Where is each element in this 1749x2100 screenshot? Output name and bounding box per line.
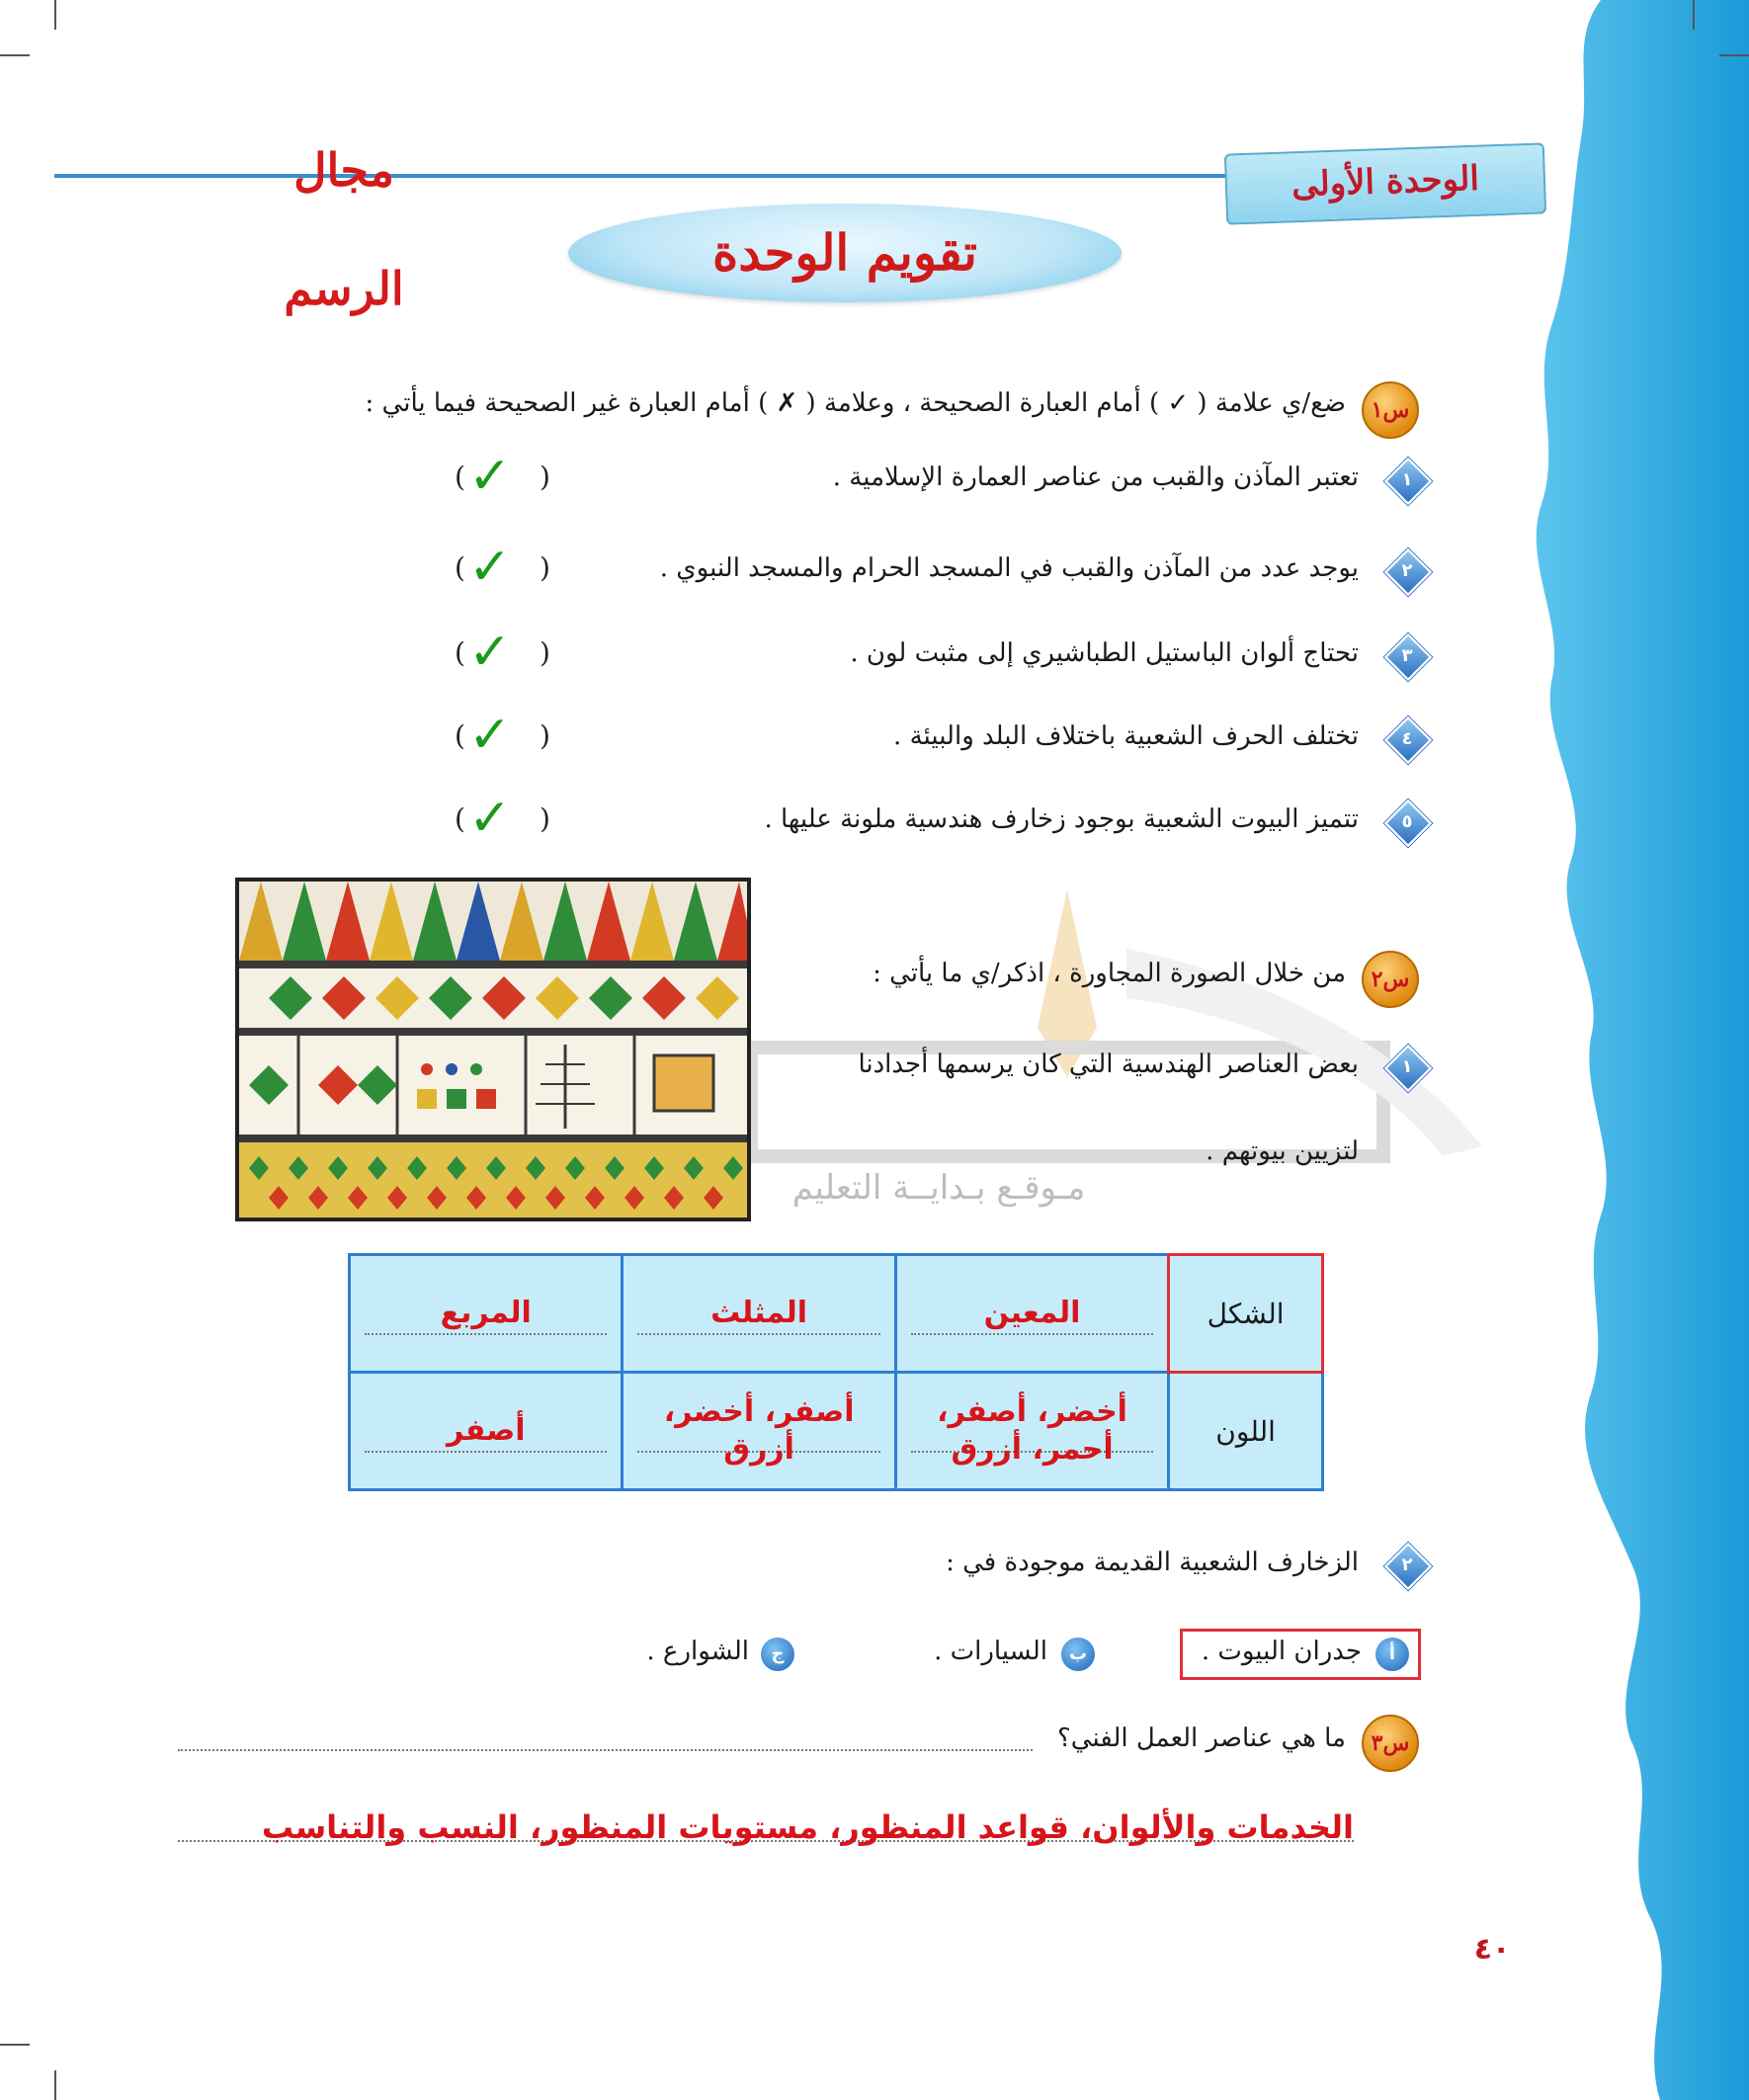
row-head-shape: الشكل — [1169, 1255, 1323, 1373]
option-c-badge[interactable]: ج — [761, 1638, 794, 1671]
answer-text: أصفر، أخضر، — [663, 1394, 855, 1429]
answer-text: أصفر — [446, 1413, 526, 1448]
decoration-photo — [235, 878, 751, 1221]
shapes-colors-table — [348, 1253, 1324, 1491]
answer-text: المربع — [440, 1296, 532, 1330]
answer-text: أحمر، أزرق — [951, 1432, 1114, 1467]
check-mark-icon: ✓ — [468, 538, 512, 597]
field-title: مجال الرسم — [284, 143, 404, 315]
answer-text: أزرق — [723, 1432, 794, 1467]
question-badge-2: س٢ — [1362, 951, 1419, 1008]
answer-cell[interactable] — [623, 1373, 895, 1490]
q3-question: ما هي عناصر العمل الفني؟ — [1056, 1723, 1346, 1753]
answer-box-3[interactable]: ( ) ✓ — [455, 623, 550, 682]
answer-cell[interactable] — [895, 1255, 1168, 1373]
check-mark-icon: ✓ — [468, 789, 512, 848]
answer-line-1[interactable] — [178, 1749, 1033, 1751]
check-mark-icon: ✓ — [468, 447, 512, 506]
option-b-badge[interactable]: ب — [1061, 1638, 1095, 1671]
option-a-text[interactable]: جدران البيوت . — [1201, 1637, 1362, 1666]
item-number-badge: ١ — [1385, 461, 1429, 500]
item-number-badge: ٢ — [1385, 1546, 1429, 1585]
answer-cell[interactable] — [350, 1373, 623, 1490]
answer-box-5[interactable]: ( ) ✓ — [455, 789, 550, 848]
answer-box-1[interactable]: ( ) ✓ — [455, 447, 550, 506]
q1-instruction: ضع/ي علامة ( ✓ ) أمام العبارة الصحيحة ، وعلامة ( ✗ ) أمام العبارة غير الصحيحة فيما يأتي : — [365, 388, 1346, 418]
option-c-text[interactable]: الشوارع . — [646, 1637, 749, 1666]
q2-item2-text: الزخارف الشعبية القديمة موجودة في : — [946, 1548, 1359, 1577]
answer-text: أخضر، أصفر، — [937, 1394, 1127, 1429]
row-head-color: اللون — [1169, 1373, 1323, 1490]
option-a-badge[interactable]: أ — [1375, 1638, 1409, 1671]
q3-answer: الخدمات والألوان، قواعد المنظور، مستويات المنظور، النسب والتناسب — [261, 1808, 1354, 1846]
check-mark-icon: ✓ — [468, 623, 512, 682]
answer-text: المعين — [983, 1296, 1081, 1330]
table-row — [350, 1373, 1323, 1490]
answer-box-2[interactable]: ( ) ✓ — [455, 538, 550, 597]
answer-cell[interactable] — [350, 1255, 623, 1373]
page-title: تقويم الوحدة — [712, 223, 977, 282]
item-number-badge: ١ — [1385, 1048, 1429, 1087]
statement-4: تختلف الحرف الشعبية باختلاف البلد والبيئة . — [893, 721, 1359, 751]
page-number: ٤٠ — [1473, 1932, 1511, 1967]
side-wave-decoration — [1512, 0, 1749, 2100]
question-badge-3: س٣ — [1362, 1715, 1419, 1772]
table-row — [350, 1255, 1323, 1373]
statement-2: يوجد عدد من المآذن والقبب في المسجد الحرام والمسجد النبوي . — [659, 553, 1359, 583]
statement-5: تتميز البيوت الشعبية بوجود زخارف هندسية ملونة عليها . — [764, 804, 1359, 834]
check-mark-icon: ✓ — [468, 706, 512, 765]
item-number-badge: ٥ — [1385, 802, 1429, 842]
item-number-badge: ٢ — [1385, 551, 1429, 591]
answer-box-4[interactable]: ( ) ✓ — [455, 706, 550, 765]
question-badge-1: س١ — [1362, 381, 1419, 439]
answer-cell[interactable] — [895, 1373, 1168, 1490]
q2-instruction: من خلال الصورة المجاورة ، اذكر/ي ما يأتي : — [873, 959, 1346, 988]
answer-text: المثلث — [710, 1296, 808, 1330]
q2-item1-line1: بعض العناصر الهندسية التي كان يرسمها أجدادنا — [858, 1050, 1359, 1079]
item-number-badge: ٤ — [1385, 719, 1429, 759]
answer-cell[interactable] — [623, 1255, 895, 1373]
q2-item1-line2: لتزيين بيوتهم . — [1206, 1136, 1359, 1166]
watermark-text: مـوقـع بـدايــة التعليم — [791, 1168, 1086, 1208]
statement-1: تعتبر المآذن والقبب من عناصر العمارة الإسلامية . — [832, 462, 1359, 492]
unit-label: الوحدة الأولى — [1224, 142, 1546, 224]
item-number-badge: ٣ — [1385, 636, 1429, 676]
watermark-logo — [632, 830, 1502, 1225]
statement-3: تحتاج ألوان الباستيل الطباشيري إلى مثبت لون . — [850, 638, 1359, 668]
option-b-text[interactable]: السيارات . — [934, 1637, 1047, 1666]
